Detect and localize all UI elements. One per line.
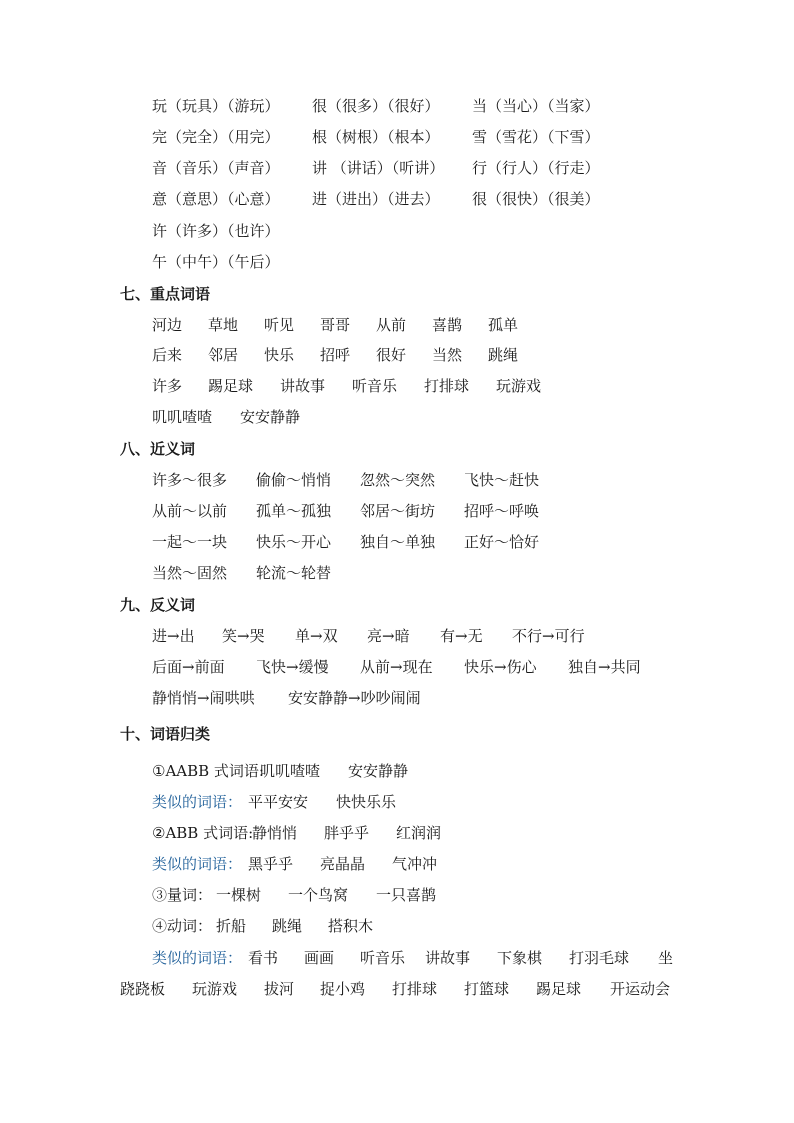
- word-pair: 单→双: [295, 627, 338, 645]
- word: 孤单: [488, 316, 519, 334]
- word-pair: 一起～一块: [152, 533, 228, 551]
- word: 气冲冲: [392, 855, 438, 873]
- word: 河边: [152, 316, 183, 334]
- word: 跷跷板: [120, 980, 166, 998]
- similar-label: 类似的词语：: [152, 949, 243, 967]
- word-group: 完（完全）（用完）: [152, 128, 280, 146]
- word-pair: 轮流～轮替: [256, 564, 332, 582]
- word: 跳绳: [488, 346, 519, 364]
- word: 黑乎乎: [248, 855, 294, 873]
- word-group: 雪（雪花）（下雪）: [472, 128, 600, 146]
- word: 一棵树: [216, 886, 262, 904]
- word-pair: 独自→共同: [568, 658, 641, 676]
- word-group: 许（许多）（也许）: [152, 222, 280, 240]
- word: 拔河: [264, 980, 295, 998]
- word: 坐: [658, 949, 674, 967]
- word-group: 午（中午）（午后）: [152, 253, 280, 271]
- word: 草地: [208, 316, 239, 334]
- word: 安安静静: [348, 762, 409, 780]
- word: 讲故事: [425, 949, 471, 967]
- word: 哥哥: [320, 316, 351, 334]
- word: 打羽毛球: [569, 949, 630, 967]
- word-pair: 从前～以前: [152, 502, 228, 520]
- word: 捉小鸡: [320, 980, 366, 998]
- word-pair: 进→出: [152, 627, 195, 645]
- word: 从前: [376, 316, 407, 334]
- word-group: 行（行人）（行走）: [472, 159, 600, 177]
- word: 打排球: [392, 980, 438, 998]
- word: 亮晶晶: [320, 855, 366, 873]
- word-pair: 招呼～呼唤: [464, 502, 540, 520]
- word-pair: 正好～恰好: [464, 533, 540, 551]
- word-group: 根（树根）（根本）: [312, 128, 440, 146]
- section-heading: 八、近义词: [120, 440, 196, 458]
- word: 叽叽喳喳: [260, 762, 321, 780]
- word: 快快乐乐: [336, 793, 397, 811]
- word-pair: 安安静静→吵吵闹闹: [288, 689, 421, 707]
- word-pair: 独自～单独: [360, 533, 436, 551]
- word: 开运动会: [610, 980, 671, 998]
- word-pair: 飞快～赶快: [464, 471, 540, 489]
- word: 快乐: [264, 346, 295, 364]
- word-pair: 不行→可行: [512, 627, 585, 645]
- word: 招呼: [320, 346, 351, 364]
- word-group: 很（很快）（很美）: [472, 190, 600, 208]
- word-pair: 笑→哭: [222, 627, 265, 645]
- word-pair: 偷偷～悄悄: [256, 471, 332, 489]
- word-pair: 静悄悄→闹哄哄: [152, 689, 255, 707]
- word: 当然: [432, 346, 463, 364]
- word: 搭积木: [328, 917, 374, 935]
- word: 安安静静: [240, 408, 301, 426]
- word: 喜鹊: [432, 316, 463, 334]
- word: 画画: [304, 949, 335, 967]
- word: 胖乎乎: [324, 824, 370, 842]
- word-pair: 有→无: [440, 627, 483, 645]
- word: 听音乐: [352, 377, 398, 395]
- word-group: 当（当心）（当家）: [472, 97, 600, 115]
- word: 玩游戏: [496, 377, 542, 395]
- similar-label: 类似的词语：: [152, 793, 243, 811]
- word-pair: 忽然～突然: [360, 471, 436, 489]
- word: 静悄悄: [252, 824, 298, 842]
- word-group: 玩（玩具）（游玩）: [152, 97, 280, 115]
- word-pair: 后面→前面: [152, 658, 225, 676]
- word-group: 意（意思）（心意）: [152, 190, 280, 208]
- word-pair: 快乐→伤心: [464, 658, 537, 676]
- word-pair: 从前→现在: [360, 658, 433, 676]
- similar-label: 类似的词语：: [152, 855, 243, 873]
- word: 下象棋: [497, 949, 543, 967]
- section-heading: 十、词语归类: [120, 725, 211, 743]
- word: 邻居: [208, 346, 239, 364]
- word-pair: 飞快→缓慢: [256, 658, 329, 676]
- word: 跳绳: [272, 917, 303, 935]
- word-pair: 亮→暗: [367, 627, 410, 645]
- word-group: 很（很多）（很好）: [312, 97, 440, 115]
- word: 讲故事: [280, 377, 326, 395]
- category-label: ④动词：: [152, 917, 213, 935]
- word: 平平安安: [248, 793, 309, 811]
- word-pair: 当然～固然: [152, 564, 228, 582]
- word-pair: 许多～很多: [152, 471, 228, 489]
- word: 很好: [376, 346, 407, 364]
- word-group: 音（音乐）（声音）: [152, 159, 280, 177]
- word: 听见: [264, 316, 295, 334]
- word-group: 进（进出）（进去）: [312, 190, 440, 208]
- word-pair: 孤单～孤独: [256, 502, 332, 520]
- section-heading: 九、反义词: [120, 596, 196, 614]
- word: 后来: [152, 346, 183, 364]
- word: 听音乐: [360, 949, 406, 967]
- word: 折船: [216, 917, 247, 935]
- word-group: 讲 （讲话）（听讲）: [312, 159, 445, 177]
- category-label: ②ABB 式词语:: [152, 824, 254, 842]
- word: 打篮球: [464, 980, 510, 998]
- word: 打排球: [424, 377, 470, 395]
- category-label: ①AABB 式词语:: [152, 762, 264, 780]
- category-label: ③量词：: [152, 886, 213, 904]
- word: 红润润: [396, 824, 442, 842]
- word: 踢足球: [536, 980, 582, 998]
- word-pair: 邻居～街坊: [360, 502, 436, 520]
- word: 玩游戏: [192, 980, 238, 998]
- word: 许多: [152, 377, 183, 395]
- word: 看书: [248, 949, 279, 967]
- word: 一个鸟窝: [288, 886, 349, 904]
- word: 叽叽喳喳: [152, 408, 213, 426]
- word-pair: 快乐～开心: [256, 533, 332, 551]
- word: 踢足球: [208, 377, 254, 395]
- section-heading: 七、重点词语: [120, 285, 211, 303]
- word: 一只喜鹊: [376, 886, 437, 904]
